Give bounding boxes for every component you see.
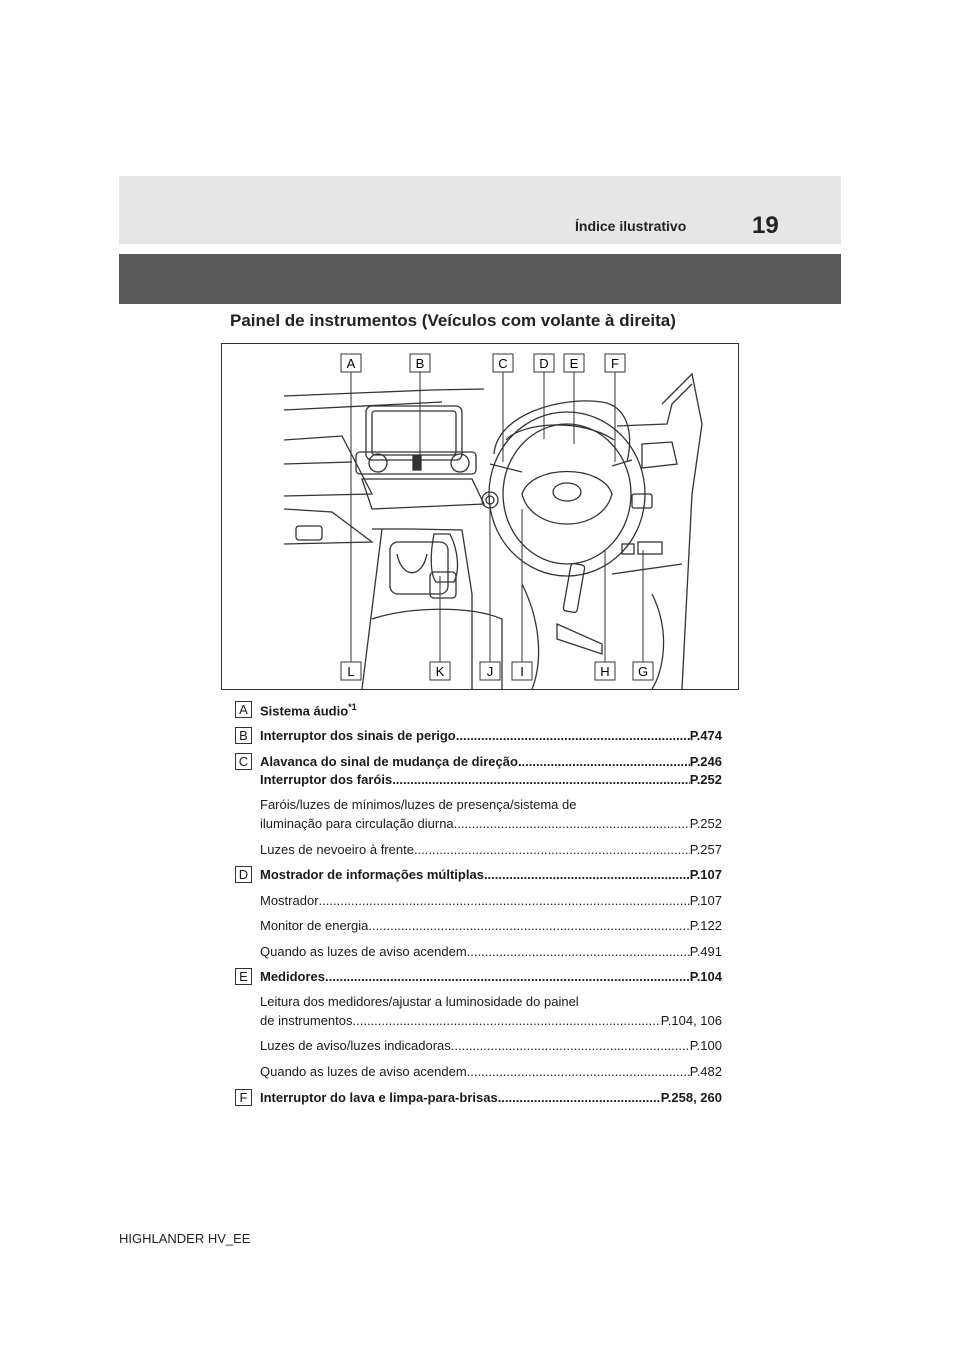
- entry-e-text-1: Medidores: [260, 969, 326, 984]
- entry-d-line-3: [260, 918, 722, 933]
- entry-e-line-5: [260, 1064, 722, 1079]
- audio-knob-left: [369, 454, 387, 472]
- brake-pedal: [557, 624, 602, 654]
- callout-l: [341, 662, 361, 680]
- entry-a-line: [260, 702, 357, 718]
- entry-c-text-3: Faróis/luzes de mínimos/luzes de presença/sistema de: [260, 797, 577, 812]
- entry-c-line-5: [260, 842, 722, 857]
- entry-e-ref-4[interactable]: P.100: [689, 1038, 722, 1053]
- callouts-bottom: [341, 662, 653, 680]
- entry-e-text-5: Quando as luzes de aviso acendem: [260, 1064, 467, 1079]
- callout-f: [605, 354, 625, 372]
- entry-c-text-4: iluminação para circulação diurna: [260, 816, 454, 831]
- entry-letter-d: D: [235, 866, 252, 883]
- entry-d-ref-4[interactable]: P.491: [689, 944, 722, 959]
- entry-d-line-2: [260, 893, 722, 908]
- svg-text:I: I: [520, 664, 524, 679]
- page-number: 19: [752, 212, 779, 239]
- entry-e-ref-1[interactable]: P.104: [689, 969, 722, 984]
- entry-e-ref-3[interactable]: P.104, 106: [660, 1013, 722, 1028]
- svg-text:J: J: [486, 664, 494, 679]
- svg-text:L: L: [347, 664, 355, 679]
- entry-d-text-2: Mostrador: [260, 893, 319, 908]
- svg-text:A: A: [346, 356, 356, 371]
- dashboard-drawing: [222, 344, 738, 689]
- entry-b-text: Interruptor dos sinais de perigo: [260, 728, 456, 743]
- callout-b: [410, 354, 430, 372]
- entry-letter-f: F: [235, 1089, 252, 1106]
- entry-d-ref-3[interactable]: P.122: [689, 918, 722, 933]
- entry-c-text-1: Alavanca do sinal de mudança de direção: [260, 754, 518, 769]
- callout-e: [564, 354, 584, 372]
- entry-c-ref-1[interactable]: P.246: [689, 754, 722, 769]
- steering-hub: [522, 472, 612, 525]
- accelerator-pedal: [563, 563, 585, 613]
- entry-a-text: Sistema áudio: [260, 703, 349, 719]
- entry-letter-b: B: [235, 727, 252, 744]
- entry-e-line-3: [260, 1013, 722, 1028]
- instrument-panel-illustration: [221, 343, 739, 690]
- header-band: [119, 176, 841, 244]
- entry-d-text-1: Mostrador de informações múltiplas: [260, 867, 484, 882]
- entry-e-ref-5[interactable]: P.482: [689, 1064, 722, 1079]
- entry-d-ref-2[interactable]: P.107: [689, 893, 722, 908]
- callout-k: [430, 662, 450, 680]
- header-title: Índice ilustrativo: [575, 218, 687, 234]
- svg-text:C: C: [498, 356, 508, 371]
- callouts-top: [341, 354, 625, 372]
- entry-letter-a: A: [235, 701, 252, 718]
- entry-e-line-1: [260, 969, 722, 984]
- svg-text:K: K: [435, 664, 445, 679]
- footer-model-code: HIGHLANDER HV_EE: [119, 1231, 251, 1246]
- section-title: Painel de instrumentos (Veículos com volante à direita): [230, 311, 676, 330]
- entry-a-footnote: *1: [348, 702, 357, 712]
- entry-d-line-1: [260, 867, 722, 882]
- callout-j: [480, 662, 500, 680]
- entry-e-text-2: Leitura dos medidores/ajustar a luminosidade do painel: [260, 994, 579, 1009]
- entry-f-text-1: Interruptor do lava e limpa-para-brisas: [260, 1090, 498, 1105]
- section-band: [119, 254, 841, 304]
- cupholder-area: [390, 542, 448, 594]
- entry-c-line-2: [260, 772, 722, 787]
- dash-top-line: [284, 389, 484, 396]
- entry-c-ref-5[interactable]: P.257: [689, 842, 722, 857]
- entry-c-ref-4[interactable]: P.252: [689, 816, 722, 831]
- svg-text:B: B: [415, 356, 425, 371]
- callout-i: [512, 662, 532, 680]
- callout-h: [595, 662, 615, 680]
- entry-c-line-4: [260, 816, 722, 831]
- right-vent: [642, 442, 677, 468]
- entry-d-ref-1[interactable]: P.107: [689, 867, 722, 882]
- entry-c-text-2: Interruptor dos faróis: [260, 772, 393, 787]
- svg-text:D: D: [539, 356, 549, 371]
- entry-c-line-1: [260, 754, 722, 769]
- entry-b-line: [260, 728, 722, 743]
- svg-text:G: G: [637, 664, 649, 679]
- audio-knob-right: [451, 454, 469, 472]
- callout-c: [493, 354, 513, 372]
- entry-c-text-5: Luzes de nevoeiro à frente: [260, 842, 414, 857]
- switch-g: [638, 542, 662, 554]
- entry-letter-e: E: [235, 968, 252, 985]
- entry-e-line-4: [260, 1038, 722, 1053]
- entry-f-ref-1[interactable]: P.258, 260: [660, 1090, 722, 1105]
- svg-text:E: E: [569, 356, 579, 371]
- entry-e-text-3: de instrumentos: [260, 1013, 353, 1028]
- callout-leaders: [351, 372, 643, 662]
- callout-g: [633, 662, 653, 680]
- entry-b-ref[interactable]: P.474: [689, 728, 722, 743]
- climate-panel: [362, 479, 484, 509]
- entry-letter-c: C: [235, 753, 252, 770]
- svg-text:H: H: [600, 664, 610, 679]
- entry-c-ref-2[interactable]: P.252: [689, 772, 722, 787]
- entry-d-text-4: Quando as luzes de aviso acendem: [260, 944, 467, 959]
- entry-e-text-4: Luzes de aviso/luzes indicadoras: [260, 1038, 451, 1053]
- callout-a: [341, 354, 361, 372]
- callout-d: [534, 354, 554, 372]
- entry-d-line-4: [260, 944, 722, 959]
- entry-f-line-1: [260, 1090, 722, 1105]
- svg-text:F: F: [611, 356, 619, 371]
- instrument-hood: [494, 401, 630, 462]
- entry-d-text-3: Monitor de energia: [260, 918, 369, 933]
- shift-lever: [431, 534, 457, 582]
